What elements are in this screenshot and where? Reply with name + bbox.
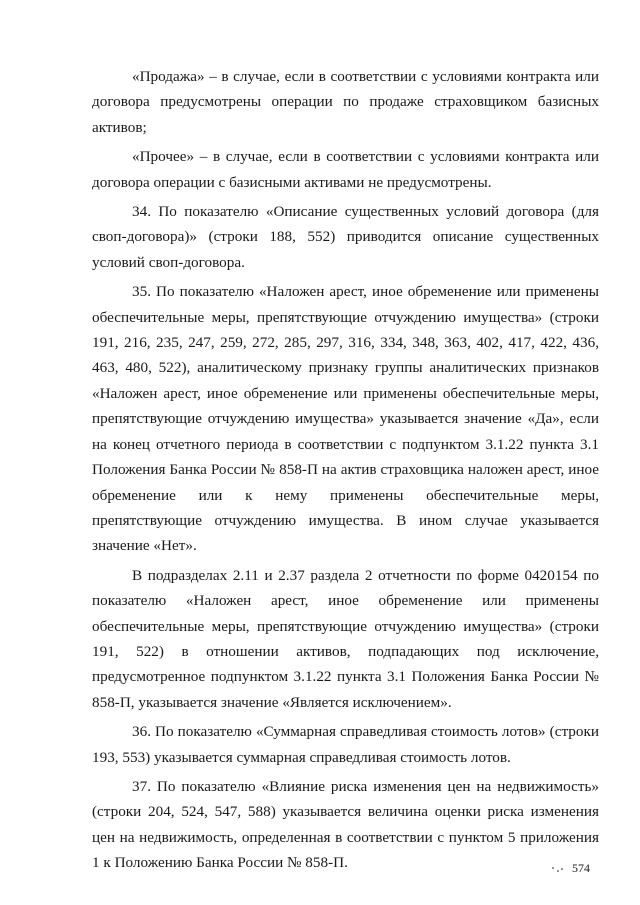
- paragraph-36: 36. По показателю «Суммарная справедливая стоимость лотов» (строки 193, 553) указывается суммарная справедливая стоимость лотов.: [92, 723, 599, 766]
- paragraph-34: 34. По показателю «Описание существенных условий договора (для своп-договора)» (строки 188, 552) приводится описание существенных условий своп-договора.: [92, 203, 599, 271]
- page-number: 574: [572, 861, 590, 875]
- paragraph-prodazha: «Продажа» – в случае, если в соответствии с условиями контракта или договора предусмотрены операции по продаже страховщиком базисных активов;: [92, 68, 599, 136]
- body-text: [92, 64, 599, 880]
- paragraph-subsections: В подразделах 2.11 и 2.37 раздела 2 отчетности по форме 0420154 по показателю «Наложен арест, иное обременение или применены обеспечительные меры, препятствующие отчуждению имущества» (строки 191, 522) в отношении активов, подпадающих под исключение, предусмотренное подпунктом 3.1.22 пункта 3.1 Положения Банка России № 858-П, указывается значение «Является исключением».: [92, 566, 599, 711]
- paragraph-prochee: «Прочее» – в случае, если в соответствии с условиями контракта или договора операции с базисными активами не предусмотрены.: [92, 148, 599, 191]
- paragraph-35: 35. По показателю «Наложен арест, иное обременение или применены обеспечительные меры, препятствующие отчуждению имущества» (строки 191, 216, 235, 247, 259, 272, 285, 297, 316, 334, 348, 363, 402, 417, 422, 436, 463, 480, 522), аналитическому признаку группы аналитических признаков «Наложен арест, иное обременение или применены обеспечительные меры, препятствующие отчуждению имущества» указывается значение «Да», если на конец отчетного периода в соответствии с подпунктом 3.1.22 пункта 3.1 Положения Банка России № 858-П на актив страховщика наложен арест, иное обременение или к нему применены обеспечительные меры, препятствующие отчуждению имущества. В ином случае указывается значение «Нет».: [92, 283, 599, 555]
- scan-artifact: [552, 866, 564, 874]
- paragraph-37: 37. По показателю «Влияние риска изменения цен на недвижимость» (строки 204, 524, 547, 588) указывается величина оценки риска изменения цен на недвижимость, определенная в соответствии с пунктом 5 приложения 1 к Положению Банка России № 858-П.: [92, 777, 599, 872]
